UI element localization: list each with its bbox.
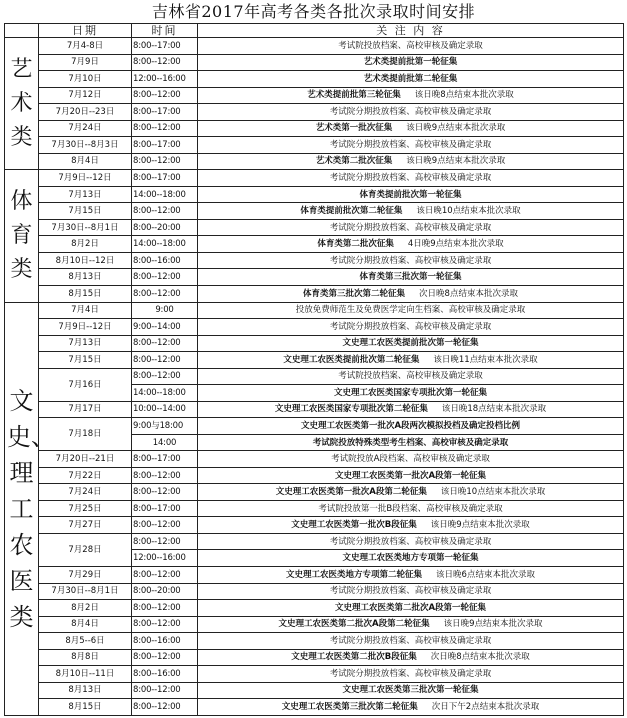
note-text: 考试院投放档案、高校审核及确定录取 [338, 371, 483, 382]
note-subtext: 该日晚11点结束本批次录取 [433, 354, 538, 365]
schedule-table [4, 23, 624, 716]
time-cell: 8:00--17:00 [132, 500, 198, 517]
time-cell: 8:00--12:00 [132, 484, 198, 501]
date-cell: 7月13日 [39, 186, 132, 203]
note-cell [198, 71, 624, 88]
note-subtext: 该日晚9点结束本批次录取 [443, 619, 543, 630]
date-cell: 8月13日 [39, 682, 132, 699]
note-text: 文史理工农医类国家专项批次第一轮征集 [333, 387, 487, 398]
table-row [5, 87, 624, 104]
note-text: 文史理工农医类提前批次第二轮征集 [283, 354, 420, 365]
time-cell: 14:00--18:00 [132, 385, 198, 402]
note-text: 考试院投放特殊类型考生档案、高校审核及确定录取 [312, 437, 509, 448]
note-text: 考试院分期投放档案、高校审核及确定录取 [329, 139, 492, 150]
date-cell: 7月15日 [39, 203, 132, 220]
note-text: 体育类第二批次征集 [317, 239, 394, 250]
note-cell [198, 633, 624, 650]
time-cell: 12:00--16:00 [132, 550, 198, 567]
date-cell: 7月9日--12日 [39, 319, 132, 336]
table-row [5, 352, 624, 369]
note-cell [198, 401, 624, 418]
time-cell: 8:00--17:00 [132, 451, 198, 468]
note-text: 文史理工农医类第二批次A段第二轮征集 [278, 619, 430, 630]
time-cell: 8:00--12:00 [132, 533, 198, 550]
note-cell [198, 517, 624, 534]
table-row [5, 368, 624, 385]
note-subtext: 该日晚9点结束本批次录取 [430, 520, 530, 531]
table-row [5, 633, 624, 650]
table-row [5, 451, 624, 468]
date-cell: 7月24日 [39, 120, 132, 137]
date-cell: 7月25日 [39, 500, 132, 517]
note-cell [198, 451, 624, 468]
table-row [5, 335, 624, 352]
note-cell [198, 186, 624, 203]
note-text: 艺术类第二批次征集 [315, 156, 393, 167]
date-cell: 8月10日--12日 [39, 252, 132, 269]
note-text: 考试院投放第一批B段档案、高校审核及确定录取 [318, 503, 503, 514]
note-cell [198, 600, 624, 617]
time-cell: 8:00--12:00 [132, 368, 198, 385]
date-cell: 8月5--6日 [39, 633, 132, 650]
note-cell [198, 137, 624, 154]
date-cell: 7月10日 [39, 71, 132, 88]
date-cell: 7月4日 [39, 302, 132, 319]
time-cell: 8:00--16:00 [132, 666, 198, 683]
date-cell: 8月10日--11日 [39, 666, 132, 683]
category-cell: 文史、理工农医类 [5, 302, 39, 716]
note-subtext: 该日晚9点结束本批次录取 [406, 123, 506, 134]
table-row [5, 38, 624, 55]
note-cell [198, 87, 624, 104]
note-subtext: 该日晚8点结束本批次录取 [414, 90, 514, 101]
note-text: 文史理工农医类地方专项第一轮征集 [342, 553, 479, 564]
time-cell: 8:00--12:00 [132, 335, 198, 352]
note-text: 体育类提前批次第二轮征集 [300, 206, 403, 217]
note-text: 文史理工农医类第三批次第一轮征集 [342, 685, 479, 696]
date-cell: 7月13日 [39, 335, 132, 352]
note-text: 体育类提前批次第一轮征集 [359, 189, 462, 200]
time-cell: 8:00--12:00 [132, 600, 198, 617]
time-cell: 9:00 [132, 302, 198, 319]
table-row [5, 533, 624, 550]
table-row [5, 120, 624, 137]
header-note: 关 注 内 容 [198, 24, 624, 38]
table-row [5, 649, 624, 666]
note-text: 文史理工农医类第一批次A段第二轮征集 [275, 487, 427, 498]
note-text: 考试院分期投放档案、高校审核及确定录取 [329, 173, 492, 184]
note-text: 文史理工农医类第三批次第二轮征集 [281, 702, 418, 713]
date-cell: 8月13日 [39, 269, 132, 286]
time-cell: 8:00--12:00 [132, 682, 198, 699]
note-text: 考试院投放档案、高校审核及确定录取 [338, 40, 483, 51]
date-cell: 7月24日 [39, 484, 132, 501]
time-cell: 14:00--18:00 [132, 236, 198, 253]
note-cell [198, 567, 624, 584]
note-subtext: 该日晚18点结束本批次录取 [441, 404, 547, 415]
note-cell [198, 583, 624, 600]
table-row [5, 583, 624, 600]
note-cell [198, 104, 624, 121]
date-cell: 7月17日 [39, 401, 132, 418]
note-cell [198, 368, 624, 385]
note-cell [198, 699, 624, 716]
note-cell [198, 550, 624, 567]
time-cell: 8:00--20:00 [132, 583, 198, 600]
note-text: 艺术类第一批次征集 [315, 123, 393, 134]
note-cell [198, 38, 624, 55]
table-row [5, 302, 624, 319]
time-cell: 8:00--17:00 [132, 137, 198, 154]
note-text: 文史理工农医类第二批次B段征集 [291, 652, 417, 663]
time-cell: 8:00--12:00 [132, 649, 198, 666]
note-text: 文史理工农医类第一批次A段第一轮征集 [334, 470, 487, 481]
table-row [5, 137, 624, 154]
header-time: 时间 [132, 24, 198, 38]
note-cell [198, 500, 624, 517]
time-cell: 8:00--12:00 [132, 352, 198, 369]
time-cell: 8:00--12:00 [132, 699, 198, 716]
table-row [5, 170, 624, 187]
time-cell: 8:00--12:00 [132, 567, 198, 584]
note-cell [198, 285, 624, 302]
time-cell: 9:00--14:00 [132, 319, 198, 336]
table-row [5, 203, 624, 220]
note-cell [198, 203, 624, 220]
table-row [5, 666, 624, 683]
note-cell [198, 484, 624, 501]
table-row [5, 269, 624, 286]
note-cell [198, 335, 624, 352]
table-row [5, 153, 624, 170]
note-cell [198, 418, 624, 435]
note-cell [198, 319, 624, 336]
note-cell [198, 236, 624, 253]
table-row [5, 467, 624, 484]
time-cell: 8:00--12:00 [132, 153, 198, 170]
date-cell: 7月15日 [39, 352, 132, 369]
date-cell: 7月20日--23日 [39, 104, 132, 121]
table-row [5, 104, 624, 121]
note-text: 文史理工农医类第一批次B段征集 [291, 520, 417, 531]
date-cell: 8月15日 [39, 699, 132, 716]
time-cell: 8:00--12:00 [132, 203, 198, 220]
date-cell: 7月4-8日 [39, 38, 132, 55]
note-text: 考试院分期投放档案、高校审核及确定录取 [329, 668, 492, 679]
note-text: 考试院分期投放档案、高校审核及确定录取 [329, 586, 492, 597]
note-text: 投放免费师范生及免费医学定向生档案、高校审核及确定录取 [295, 305, 526, 316]
time-cell: 8:00--12:00 [132, 269, 198, 286]
note-text: 艺术类提前批第三轮征集 [307, 90, 401, 101]
note-cell [198, 649, 624, 666]
note-text: 艺术类提前批第一轮征集 [363, 57, 458, 68]
date-cell: 7月12日 [39, 87, 132, 104]
note-subtext: 次日晚8点结束本批次录取 [419, 288, 518, 299]
note-cell [198, 666, 624, 683]
note-subtext: 该日晚10点结束本批次录取 [416, 206, 521, 217]
note-text: 考试院分期投放档案、高校审核及确定录取 [329, 222, 492, 233]
time-cell: 8:00--17:00 [132, 170, 198, 187]
table-row [5, 54, 624, 71]
time-cell: 8:00--12:00 [132, 87, 198, 104]
table-row [5, 500, 624, 517]
date-cell: 8月4日 [39, 616, 132, 633]
date-cell: 7月20日--21日 [39, 451, 132, 468]
header-blank [5, 24, 39, 38]
note-text: 文史理工农医类提前批次第一轮征集 [342, 338, 479, 349]
date-cell: 7月28日 [39, 533, 132, 566]
note-cell [198, 219, 624, 236]
date-cell: 7月22日 [39, 467, 132, 484]
note-cell [198, 616, 624, 633]
table-row [5, 236, 624, 253]
table-row [5, 484, 624, 501]
header-date: 日期 [39, 24, 132, 38]
note-subtext: 该日晚6点结束本批次录取 [436, 569, 535, 580]
time-cell: 14:00 [132, 434, 198, 451]
note-text: 考试院投放A段档案、高校审核及确定录取 [331, 454, 490, 465]
note-text: 文史理工农医类地方专项第二轮征集 [286, 569, 423, 580]
schedule-body [5, 38, 624, 716]
note-cell [198, 467, 624, 484]
table-row [5, 252, 624, 269]
date-cell: 7月30日--8月1日 [39, 219, 132, 236]
category-cell: 体育类 [5, 170, 39, 302]
table-row [5, 600, 624, 617]
date-cell: 8月2日 [39, 236, 132, 253]
date-cell: 7月27日 [39, 517, 132, 534]
date-cell: 7月18日 [39, 418, 132, 451]
note-text: 文史理工农医类国家专项批次第二轮征集 [274, 404, 428, 415]
note-subtext: 该日晚9点结束本批次录取 [406, 156, 506, 167]
note-text: 体育类第三批次第二轮征集 [303, 288, 406, 299]
note-text: 文史理工农医类第一批次A段两次模拟投档及确定投档比例 [300, 420, 521, 431]
note-text: 考试院分期投放档案、高校审核及确定录取 [329, 321, 492, 332]
table-row [5, 418, 624, 435]
page-title: 吉林省2017年高考各类各批次录取时间安排 [151, 2, 476, 21]
table-row [5, 186, 624, 203]
note-cell [198, 54, 624, 71]
table-row [5, 517, 624, 534]
time-cell: 14:00--18:00 [132, 186, 198, 203]
time-cell: 8:00--12:00 [132, 54, 198, 71]
note-subtext: 该日晚10点结束本批次录取 [440, 487, 546, 498]
note-text: 文史理工农医类第二批次A段第一轮征集 [334, 602, 487, 613]
table-row [5, 319, 624, 336]
note-cell [198, 352, 624, 369]
note-subtext: 次日晚8点结束本批次录取 [430, 652, 530, 663]
table-row [5, 567, 624, 584]
date-cell: 8月4日 [39, 153, 132, 170]
date-cell: 7月30日--8月3日 [39, 137, 132, 154]
time-cell: 8:00--12:00 [132, 467, 198, 484]
header-row [5, 24, 624, 38]
table-row [5, 682, 624, 699]
table-row [5, 71, 624, 88]
note-text: 考试院分期投放档案、高校审核及确定录取 [329, 106, 492, 117]
note-text: 体育类第三批次第一轮征集 [359, 272, 462, 283]
table-row [5, 219, 624, 236]
table-row [5, 699, 624, 716]
time-cell: 8:00--12:00 [132, 120, 198, 137]
time-cell: 8:00--12:00 [132, 517, 198, 534]
note-subtext: 4日晚9点结束本批次录取 [407, 239, 504, 250]
time-cell: 8:00--20:00 [132, 219, 198, 236]
note-cell [198, 269, 624, 286]
date-cell: 7月30日--8月1日 [39, 583, 132, 600]
time-cell: 12:00--16:00 [132, 71, 198, 88]
time-cell: 10:00--14:00 [132, 401, 198, 418]
note-subtext: 次日下午2点结束本批次录取 [431, 702, 540, 713]
note-text: 考试院分期投放档案、高校审核及确定录取 [329, 635, 492, 646]
date-cell: 7月29日 [39, 567, 132, 584]
note-cell [198, 302, 624, 319]
time-cell: 8:00--17:00 [132, 38, 198, 55]
note-cell [198, 385, 624, 402]
time-cell: 8:00--16:00 [132, 633, 198, 650]
time-cell: 8:00--17:00 [132, 104, 198, 121]
table-row [5, 401, 624, 418]
note-text: 考试院分期投放档案、高校审核及确定录取 [329, 536, 492, 547]
note-cell [198, 682, 624, 699]
date-cell: 7月9日--12日 [39, 170, 132, 187]
category-cell: 艺术类 [5, 38, 39, 170]
time-cell: 8:00--12:00 [132, 616, 198, 633]
time-cell: 8:00--16:00 [132, 252, 198, 269]
date-cell: 8月15日 [39, 285, 132, 302]
note-text: 艺术类提前批第二轮征集 [363, 73, 458, 84]
note-cell [198, 170, 624, 187]
date-cell: 8月8日 [39, 649, 132, 666]
time-cell: 9:00与18:00 [132, 418, 198, 435]
table-row [5, 616, 624, 633]
date-cell: 7月9日 [39, 54, 132, 71]
date-cell: 7月16日 [39, 368, 132, 401]
note-cell [198, 153, 624, 170]
time-cell: 8:00--12:00 [132, 285, 198, 302]
note-cell [198, 533, 624, 550]
note-cell [198, 252, 624, 269]
note-cell [198, 434, 624, 451]
note-cell [198, 120, 624, 137]
date-cell: 8月2日 [39, 600, 132, 617]
note-text: 考试院分期投放档案、高校审核及确定录取 [329, 255, 492, 266]
table-row [5, 285, 624, 302]
